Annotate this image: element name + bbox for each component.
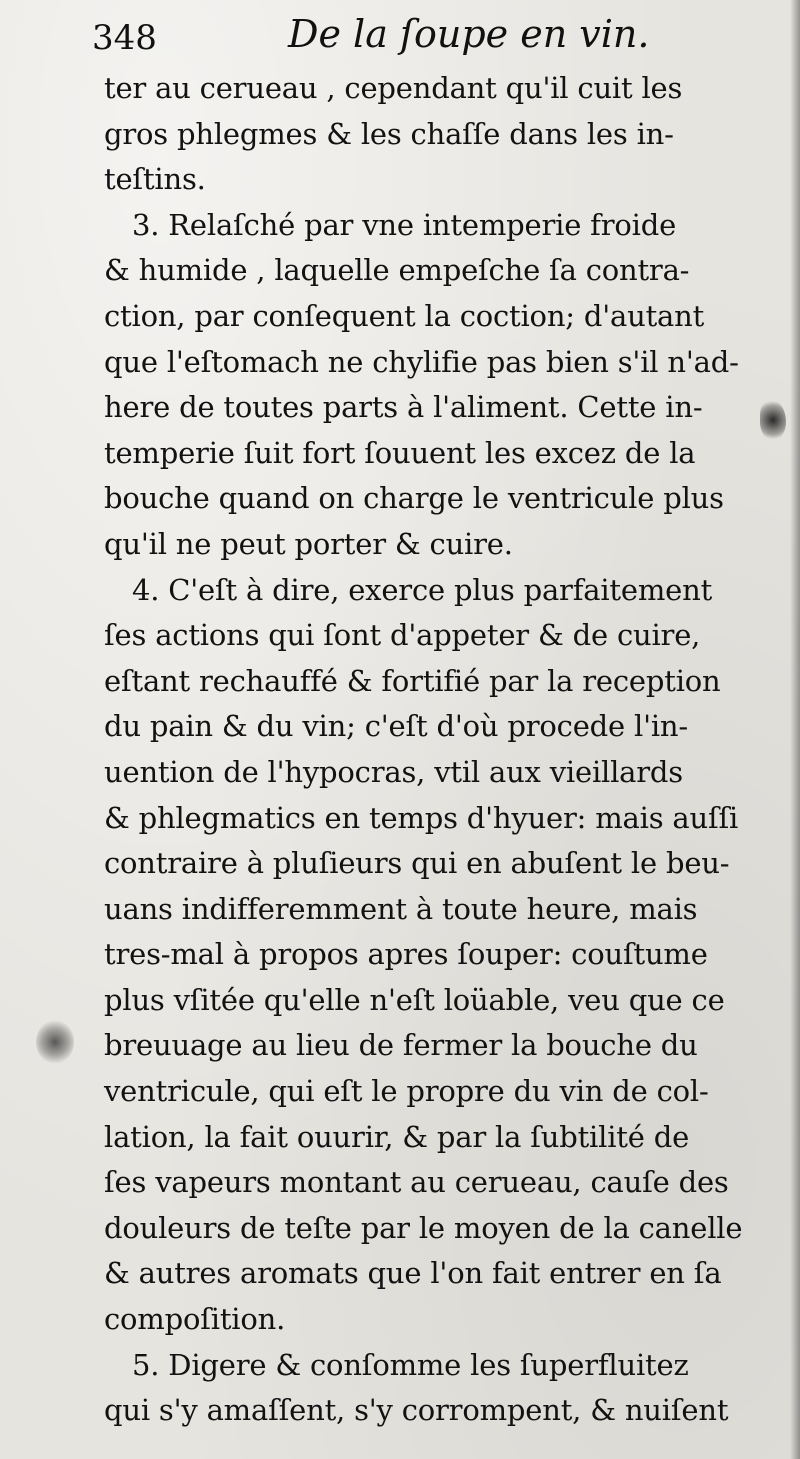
ink-stain [36,1020,74,1064]
text-line: qui s'y amaſſent, s'y corrompent, & nuiſent [104,1393,729,1428]
text-line: uention de l'hypocras, vtil aux vieillards [104,754,683,789]
text-line: eſtant rechauffé & fortifié par la reception [104,663,721,698]
paragraph-4-start: 4. C'eſt à dire, exerce plus parfaitement [132,572,713,607]
text-line: que l'eſtomach ne chylifie pas bien s'il n'ad- [104,344,739,379]
text-line: temperie ſuit fort ſouuent les excez de la [104,435,696,470]
text-line: qu'il ne peut porter & cuire. [104,526,513,561]
text-line: du pain & du vin; c'eſt d'où procede l'in- [104,709,689,744]
running-head [92,12,772,72]
text-line: plus vſitée qu'elle n'eſt loüable, veu que ce [104,982,725,1017]
text-line: gros phlegmes & les chaſſe dans les in- [104,116,674,151]
text-line: ter au cerueau , cependant qu'il cuit les [104,71,683,105]
text-line: contraire à pluſieurs qui en abuſent le beu- [104,846,730,881]
paragraph-3-start: 3. Relaſché par vne intemperie froide [132,207,677,242]
text-line: uans indifferemment à toute heure, mais [104,891,698,926]
text-line: & humide , laquelle empeſche ſa contra- [104,253,690,288]
text-line: ſes actions qui ſont d'appeter & de cuire, [104,618,701,653]
text-line: bouche quand on charge le ventricule plus [104,481,724,516]
body-text [104,66,756,1434]
text-line: & phlegmatics en temps d'hyuer: mais auſſi [104,800,739,835]
text-line: here de toutes parts à l'aliment. Cette in- [104,390,703,425]
text-line: ction, par conſequent la coction; d'autant [104,298,705,333]
text-line: lation, la fait ouurir, & par la ſubtilité de [104,1119,690,1154]
page-number: 348 [92,18,157,58]
paragraph-5-start: 5. Digere & conſomme les ſuperfluitez [132,1347,689,1382]
text-line: breuuage au lieu de fermer la bouche du [104,1028,698,1063]
running-title: De la ſoupe en vin. [288,12,650,56]
text-line: compoſition. [104,1302,286,1337]
text-line: & autres aromats que l'on fait entrer en ſa [104,1256,722,1291]
text-line: ventricule, qui eſt le propre du vin de col- [104,1074,709,1109]
text-line: tres-mal à propos apres ſouper: couſtume [104,937,708,972]
text-line: douleurs de teſte par le moyen de la canelle [104,1210,743,1245]
text-line: teſtins. [104,162,206,197]
text-line: ſes vapeurs montant au cerueau, cauſe des [104,1165,729,1200]
ink-blot [760,400,786,440]
